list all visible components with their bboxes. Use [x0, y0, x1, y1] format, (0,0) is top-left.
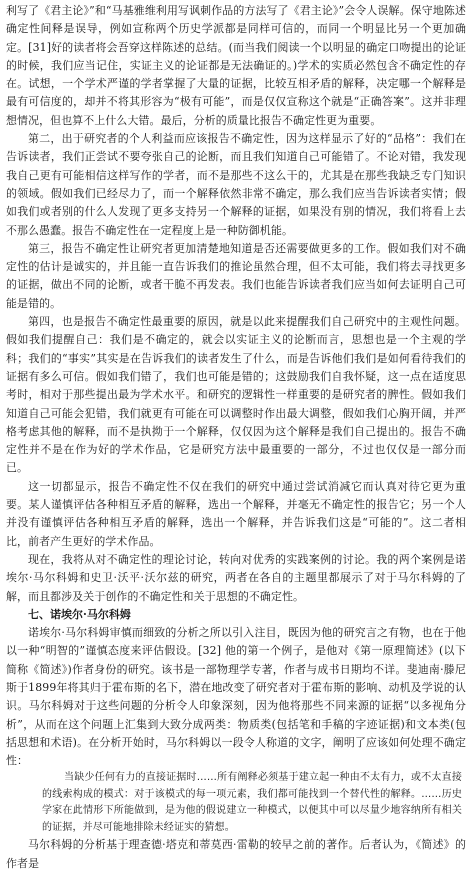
section-heading: 七、诺埃尔·马尔科姆	[28, 607, 131, 621]
paragraph: 第四，也是报告不确定性最重要的原因，就是以此来提醒我们自己研究中的主观性问题。假如我们提醒自己：我们是不确定的，就会以实证主义的论断而言，思想也是一个主观的学科；我们的“事实”其实是在告诉我们的读者发生了什么，而是告诉他们我们是如何看待我们的证据有多么可信。假如我们错了，我们也可能是错的；这鼓励我们自我怀疑，这一点在适度思考时，相对于那些提出最为学术水平。和研究的逻辑性一样重要的是研究者的脾性。假如我们知道自己可能会犯错，我们就更有可能在可以调整时作出最大调整，假如我们心胸开阔，并严格考虑其他的解释，而不是执拗于一个解释，仅仅因为这个解释是我们自己提出的。报告不确定性并不是在作为好的学术作品，它是研究方法中最重要的一部分，不过也仅仅是一部分而已。	[6, 315, 466, 475]
paragraph: 马尔科姆的分析基于理查德·塔克和蒂莫西·雷勒的较早之前的著作。后者认为，《简述》的作者是	[6, 838, 466, 870]
paragraph: 第二，出于研究者的个人利益而应该报告不确定性，因为这样显示了好的“品格”：我们在告诉读者，我们正尝试不要夸张自己的论断，而且我们知道自己可能错了。不论对错，我发现我自己更有可能相信这样写作的学者，而不是那些不这么干的，尤其是在那些我缺乏专门知识的领域。假如我们已经尽力了，而一个解释依然非常不确定，那么我们应当告诉读者实情；假如我们或者别的什么人发现了更多支持另一个解释的证据，如果没有别的情况，我们将看上去不那么愚蠢。报告不确定性在一定程度上是一种防御机能。	[6, 132, 466, 237]
paragraph: 诺埃尔·马尔科姆审慎而细致的分析之所以引入注目，既因为他的研究言之有物，也在于他以一种“明智的”谨慎态度来评估假设。[32] 他的第一个例子，是他对《第一原理简述》(以下简称《简述》)作者身份的研究。该书是一部物理学专著，作者与成书日期均不详。斐迪南·滕尼斯于1899年将其归于霍布斯的名下，潜在地改变了研究者对于霍布斯的影响、动机及学说的认识。马尔科姆对于这些问题的分析令人印象深刻，因为他将那些不同来源的证据“以多视角分析”，从而在这个问题上汇集到大致分成两类：物质类(包括笔和手稿的字迹证据)和文本类(包括思想和术语)。在分析开始时，马尔科姆以一段令人称道的文字，阐明了应该如何处理不确定性：	[6, 626, 466, 768]
block-quote	[42, 770, 462, 836]
paragraph: 利写了《君主论》”和“马基雅维利用写讽刺作品的方法写了《君主论》”会令人误解。保守地陈述确定性间释是误导，例如宣称两个历史学派都是同样可信的，而同一个明显比另一个更加确定。[31]好的读者将会吾穿这样陈述的总结。(而当我们阅读一个以明显的确定口吻提出的论证的时候，我们应当记住，实证主义的论证都是无法确证的。)学术的实质必然包含不确定性的存在。试想，一个学术严谨的学者掌握了大量的证据，比较互相矛盾的解释，决定哪一个解释是最有可信度的，却并不将其形容为“极有可能”，而是仅仅宣称这个就是“正确答案”。这并非理想情况，但也算不上什么大错。最后，分析的质量比报告不确定性更为重要。	[6, 4, 466, 127]
paragraph: 这一切都显示，报告不确定性不仅在我们的研究中通过尝试消减它而认真对待它更为重要。某人谨慎评估各种相互矛盾的解释，选出一个解释，并毫无不确定性的报告它；另一个人并没有谨慎评估各种相互矛盾的解释，选出一个解释，并告诉我们这是“可能的”。这二者相比，前者产生更好的学术作品。	[6, 479, 466, 548]
paragraph: 现在，我将从对不确定性的理论讨论，转向对优秀的实践案例的讨论。我的两个案例是诺埃尔·马尔科姆和史卫·沃平·沃尔兹的研究，两者在各自的主题里都展示了对于马尔科姆的了解，而且都涉及关于创作的不确定性和关于思想的不确定性。	[6, 552, 466, 603]
quote-text: 当缺少任何有力的直接证据时……所有阐释必须基于建立起一种由不太有力，或不太直接的线索构成的模式：对于该模式的每一项元素，我们都可能找到一个替代性的解释。……历史学家在此情形下所能做到，是为他的假说建立一种模式，以便其中可以尽量少地容纳所有相关的证据，并尽可能地排除未经证实的猜想。	[42, 772, 462, 833]
paragraph: 第三，报告不确定性让研究者更加清楚地知道是否还需要做更多的工作。假如我们对不确定性的估计是诚实的，并且能一直告诉我们的推论虽然合理，但不太可能，我们将去寻找更多的证据，做出不同的论断，或者干脆不再发表。我们也能告诉读者我们应当如何去证明自己可能是错的。	[6, 241, 466, 310]
